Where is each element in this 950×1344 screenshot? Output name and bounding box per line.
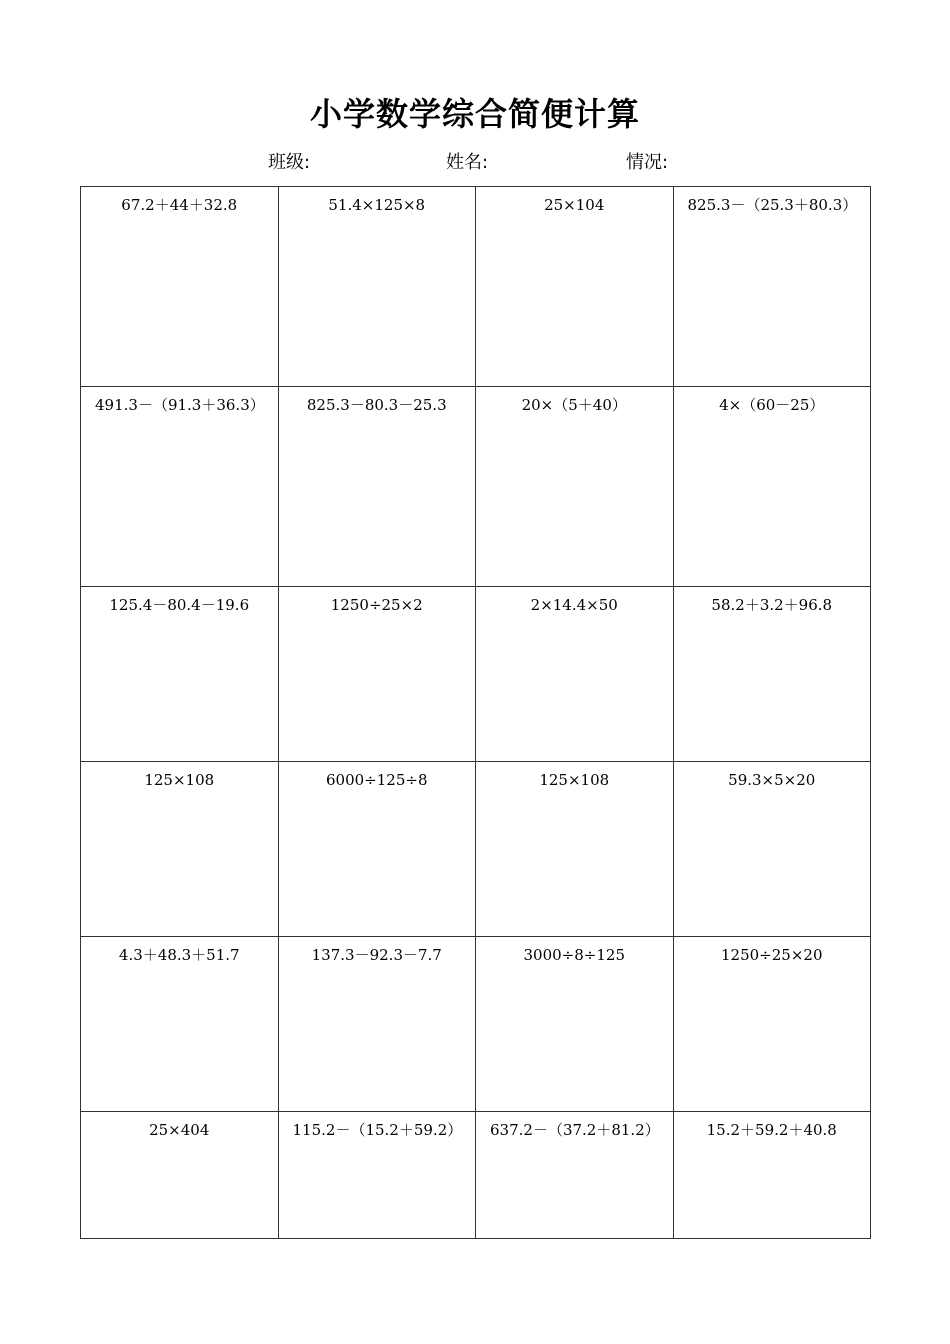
problem-cell[interactable]: 59.3×5×20 (673, 762, 871, 937)
problem-cell[interactable]: 137.3－92.3－7.7 (278, 937, 476, 1112)
problem-cell[interactable]: 491.3－（91.3＋36.3） (81, 387, 279, 587)
problem-cell[interactable]: 20×（5＋40） (476, 387, 674, 587)
problem-row (81, 1112, 871, 1239)
problem-cell[interactable]: 825.3－80.3－25.3 (278, 387, 476, 587)
problem-cell[interactable]: 15.2＋59.2＋40.8 (673, 1112, 871, 1239)
problem-cell[interactable]: 125.4－80.4－19.6 (81, 587, 279, 762)
problem-cell[interactable]: 25×404 (81, 1112, 279, 1239)
problem-cell[interactable]: 825.3－（25.3＋80.3） (673, 187, 871, 387)
problem-cell[interactable]: 25×104 (476, 187, 674, 387)
class-label: 班级: (268, 152, 311, 173)
problem-row (81, 937, 871, 1112)
problem-row (81, 587, 871, 762)
problem-row (81, 387, 871, 587)
problem-cell[interactable]: 6000÷125÷8 (278, 762, 476, 937)
page-title: 小学数学综合简便计算 (309, 95, 640, 133)
problem-cell[interactable]: 3000÷8÷125 (476, 937, 674, 1112)
problem-cell[interactable]: 115.2－（15.2＋59.2） (278, 1112, 476, 1239)
status-label: 情况: (626, 152, 669, 173)
problem-row (81, 187, 871, 387)
problem-cell[interactable]: 637.2－（37.2＋81.2） (476, 1112, 674, 1239)
problem-cell[interactable]: 51.4×125×8 (278, 187, 476, 387)
problem-cell[interactable]: 125×108 (81, 762, 279, 937)
problem-cell[interactable]: 1250÷25×20 (673, 937, 871, 1112)
problem-cell[interactable]: 1250÷25×2 (278, 587, 476, 762)
problem-cell[interactable]: 125×108 (476, 762, 674, 937)
problem-cell[interactable]: 58.2＋3.2＋96.8 (673, 587, 871, 762)
problem-row (81, 762, 871, 937)
problem-cell[interactable]: 4×（60－25） (673, 387, 871, 587)
problem-grid (80, 186, 871, 1239)
problem-cell[interactable]: 67.2＋44＋32.8 (81, 187, 279, 387)
problem-cell[interactable]: 2×14.4×50 (476, 587, 674, 762)
problem-cell[interactable]: 4.3＋48.3＋51.7 (81, 937, 279, 1112)
name-label: 姓名: (446, 152, 489, 173)
